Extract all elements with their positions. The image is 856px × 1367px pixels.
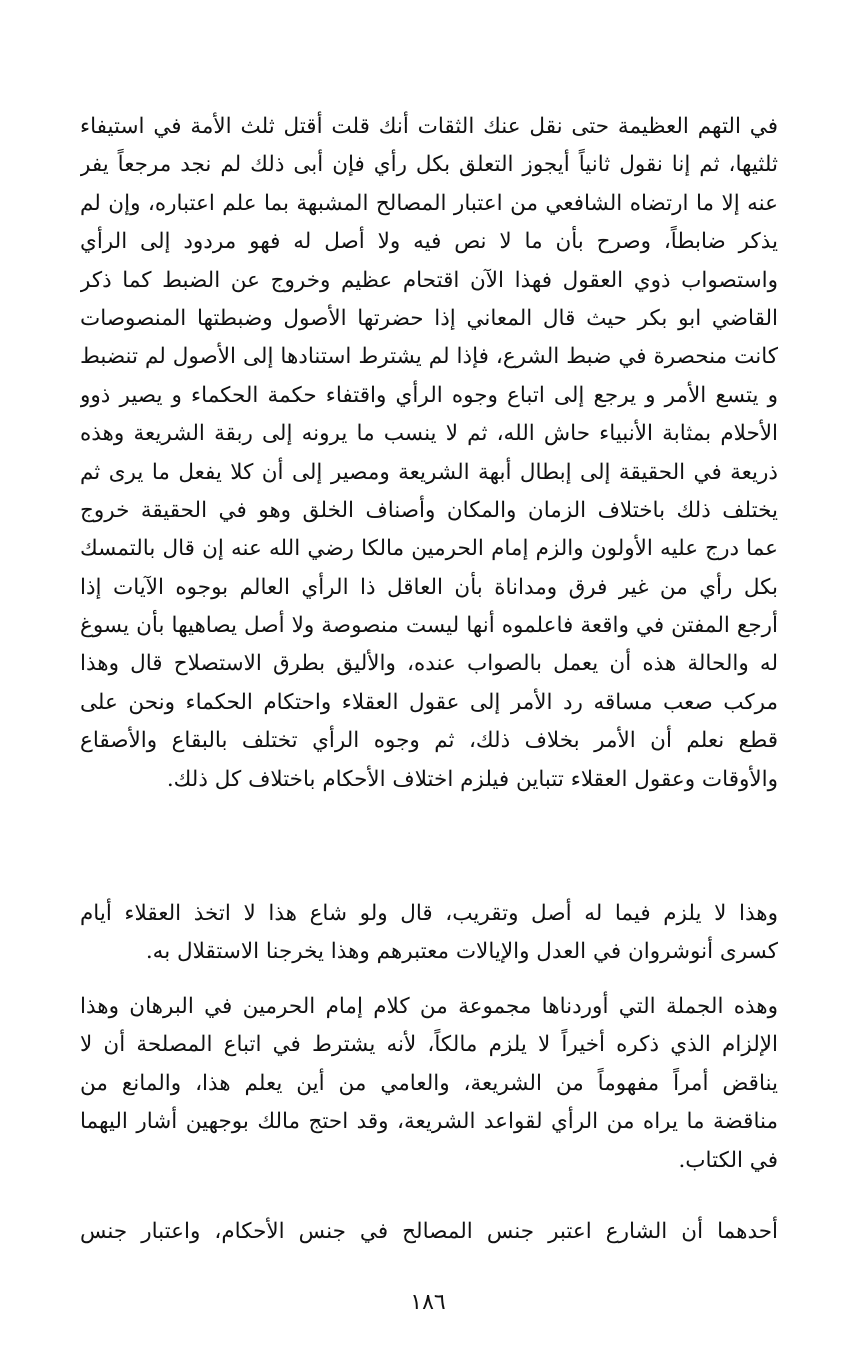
page-number: ١٨٦ — [410, 1290, 446, 1315]
text-line: كسرى أنوشروان في العدل والإيالات معتبرهم وهذا يخرجنا الاستقلال به. — [145, 939, 778, 965]
text-line: و يتسع الأمر و يرجع إلى اتباع وجوه الرأي واقتفاء حكمة الحكماء و يصير ذوو — [80, 382, 778, 408]
text-line: وهذا لا يلزم فيما له أصل وتقريب، قال ولو شاع هذا لا اتخذ العقلاء أيام — [80, 901, 778, 926]
text-line: في التهم العظيمة حتى نقل عنك الثقات أنك قلت أقتل ثلث الأمة في استيفاء — [80, 114, 778, 139]
text-line: واستصواب ذوي العقول فهذا الآن اقتحام عظيم وخروج عن الضبط كما ذكر — [80, 267, 778, 293]
text-line: له والحالة هذه أن يعمل بالصواب عنده، والأليق بطرق الاستصلاح قال وهذا — [80, 651, 778, 677]
text-line: مركب صعب مساقه رد الأمر إلى عقول العقلاء واحتكام الحكماء ونحن على — [80, 689, 778, 715]
paragraph-3 — [80, 988, 778, 1180]
text-line: الإلزام الذي ذكره أخيراً لا يلزم مالكاً، لأنه يشترط في اتباع المصلحة أن لا — [80, 1032, 778, 1058]
text-line: والأوقات وعقول العقلاء تتباين فيلزم اختلاف الأحكام باختلاف كل ذلك. — [166, 766, 778, 792]
text-line: في الكتاب. — [678, 1147, 778, 1173]
text-line: يذكر ضابطاً، وصرح بأن ما لا نص فيه ولا أصل له فهو مردود إلى الرأي — [80, 229, 778, 255]
text-line: مناقضة ما يراه من الرأي لقواعد الشريعة، وقد احتج مالك بوجهين أشار اليهما — [80, 1109, 778, 1135]
text-line: الأحلام بمثابة الأنبياء حاش الله، ثم لا ينسب ما يرونه إلى ربقة الشريعة وهذه — [80, 421, 778, 447]
text-line: أرجع المفتن في واقعة فاعلموه أنها ليست منصوصة ولا أصل يصاهيها بأن يسوغ — [80, 613, 778, 639]
text-line: وهذه الجملة التي أوردناها مجموعة من كلام إمام الحرمين في البرهان وهذا — [80, 994, 778, 1019]
text-line: عما درج عليه الأولون والزم إمام الحرمين مالكا رضي الله عنه إن قال بالتمسك — [80, 536, 778, 562]
paragraph-1 — [80, 108, 778, 799]
text-line: القاضي ابو بكر حيث قال المعاني إذا حضرتها الأصول وضبطتها المنصوصات — [80, 305, 778, 331]
text-line: أحدهما أن الشارع اعتبر جنس المصالح في جنس الأحكام، واعتبار جنس — [80, 1219, 778, 1244]
text-line: ثلثيها، ثم إنا نقول ثانياً أيجوز التعلق بكل رأي فإن أبى ذلك لم نجد مرجعاً يفر — [80, 152, 778, 178]
text-line: عنه إلا ما ارتضاه الشافعي من اعتبار المصالح المشبهة بما علم اعتباره، وإن لم — [80, 190, 778, 216]
text-line: قطع نعلم أن الأمر بخلاف ذلك، ثم وجوه الرأي تختلف بالبقاع والأصقاع — [80, 728, 778, 754]
text-line: ذريعة في الحقيقة إلى إبطال أبهة الشريعة ومصير إلى أن كلا يفعل ما يرى ثم — [80, 459, 778, 485]
text-line: يناقض أمراً مفهوماً من الشريعة، والعامي من أين يعلم هذا، والمانع من — [80, 1070, 778, 1096]
paragraph-2 — [80, 895, 778, 972]
text-line: بكل رأي من غير فرق ومداناة بأن العاقل ذا الرأي العالم بوجوه الآيات إذا — [80, 574, 778, 600]
paragraph-4 — [80, 1213, 778, 1251]
text-line: يختلف ذلك باختلاف الزمان والمكان وأصناف الخلق وهو في الحقيقة خروج — [80, 497, 778, 523]
text-line: كانت منحصرة في ضبط الشرع، فإذا لم يشترط استنادها إلى الأصول لم تنضبط — [80, 344, 778, 370]
